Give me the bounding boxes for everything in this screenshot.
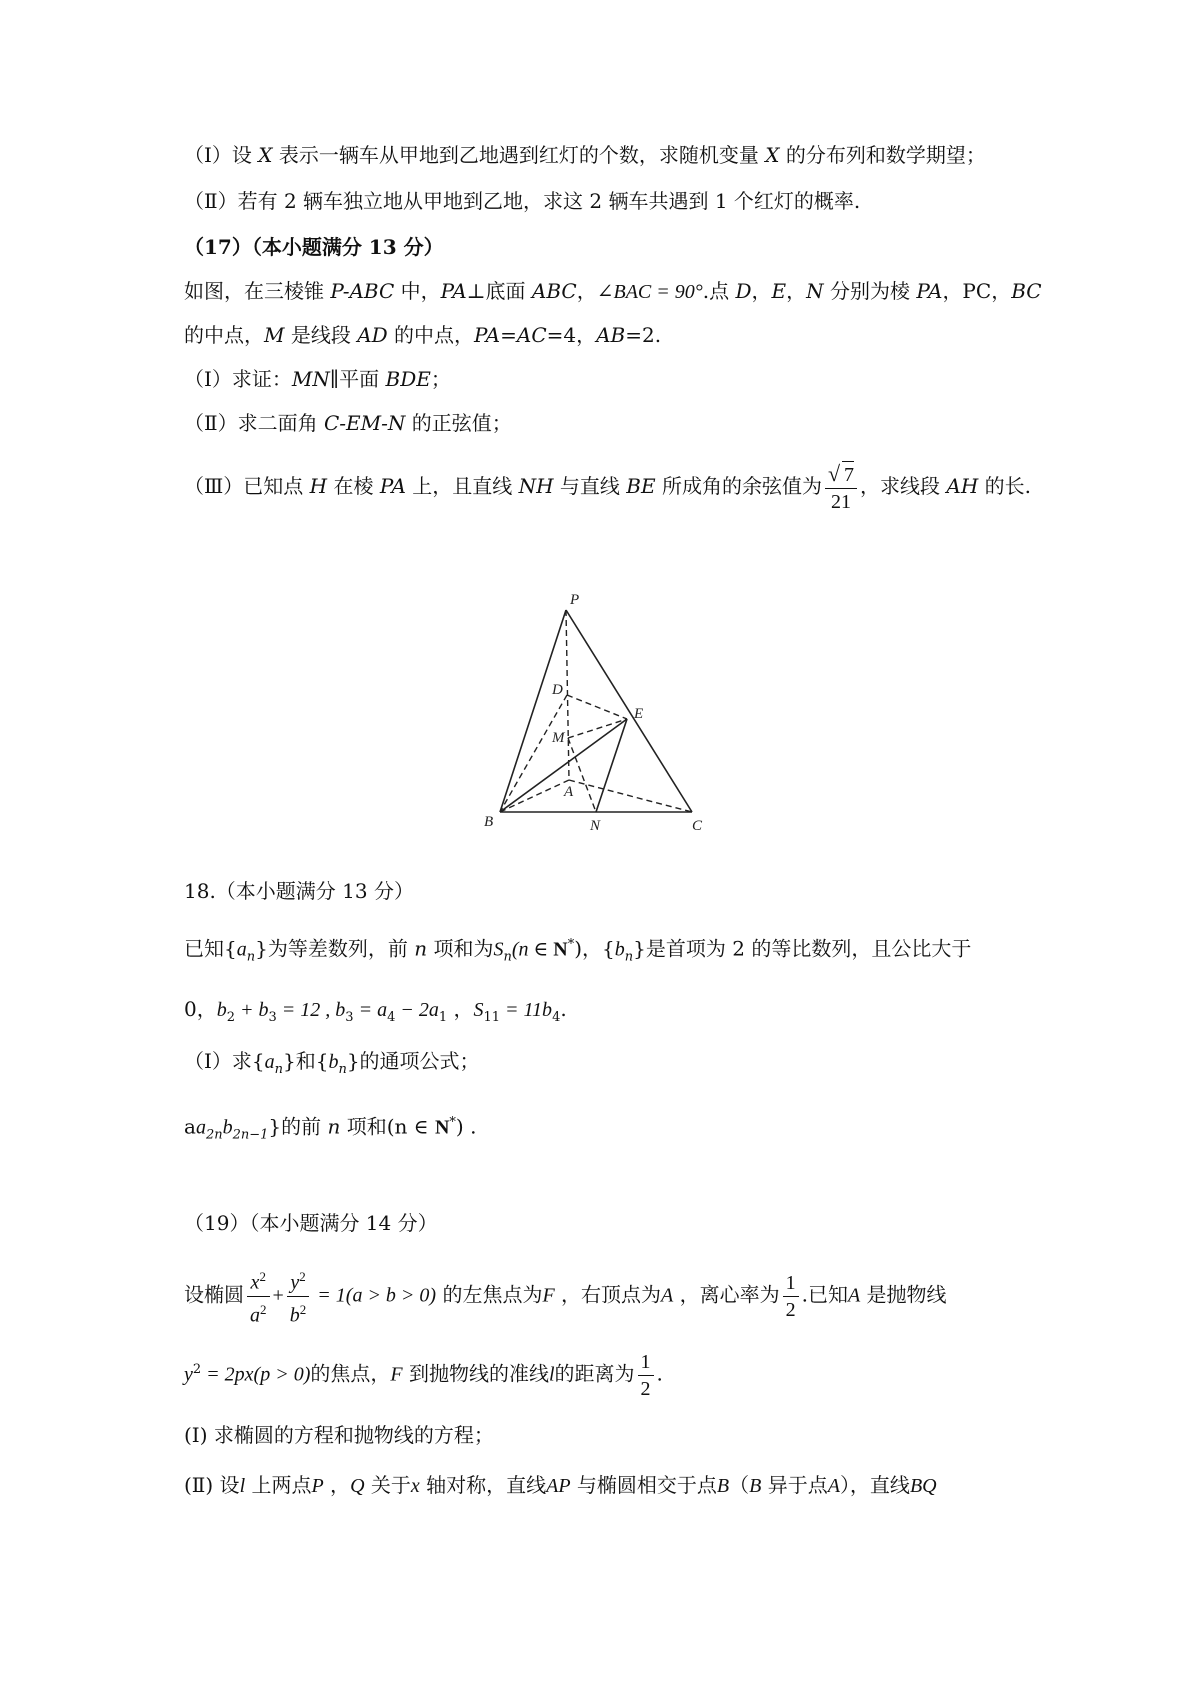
text: 的正弦值； <box>405 411 512 435</box>
label-B: B <box>484 814 494 830</box>
fraction-one-half <box>783 1270 799 1323</box>
var: NH <box>518 474 554 498</box>
edge-EN <box>596 719 627 812</box>
text: }的通项公式； <box>346 1049 480 1073</box>
superscript: 2 <box>299 1301 307 1317</box>
subscript: 3 <box>268 1010 277 1025</box>
text: 轴对称，直线 <box>419 1473 547 1497</box>
text: 与椭圆相交于点 <box>570 1473 717 1497</box>
fraction-sqrt7-over-21 <box>825 461 857 515</box>
text: (Ⅱ) 设 <box>184 1473 240 1497</box>
label-E: E <box>634 706 644 722</box>
text: 的焦点， <box>310 1361 391 1386</box>
subscript: n <box>246 949 256 965</box>
math: = 1(a > b > 0) <box>312 1284 437 1307</box>
label-N: N <box>590 818 601 834</box>
text: 所成角的余弦值为 <box>655 474 822 498</box>
var: n <box>414 936 428 961</box>
var: MN <box>291 367 330 391</box>
edge-PC <box>566 610 692 812</box>
subscript: 2 <box>226 1010 236 1025</box>
var: PA <box>440 279 467 303</box>
text: ， <box>323 1473 351 1497</box>
var: b <box>614 938 625 961</box>
text: ，求线段 <box>860 474 947 498</box>
text: 上，且直线 <box>405 474 519 498</box>
text: 的中点， <box>184 323 264 347</box>
math: S <box>473 999 484 1021</box>
var: b <box>289 1304 300 1327</box>
text: 的分布列和数学期望； <box>779 143 986 167</box>
frac-numerator: 1 <box>783 1270 799 1297</box>
math: (n ∈ <box>511 938 554 961</box>
math: = 12 , b <box>276 999 346 1021</box>
math: + b <box>235 999 269 1021</box>
text: 上两点 <box>245 1473 312 1497</box>
var: b <box>222 1116 233 1139</box>
text: 如图，在三棱锥 <box>184 279 331 303</box>
text: ) . <box>455 1114 477 1139</box>
text: . <box>560 997 567 1021</box>
q17-line2 <box>184 320 661 350</box>
var: y <box>184 1363 193 1386</box>
superscript: 2 <box>192 1362 202 1377</box>
text: )，{ <box>574 936 615 961</box>
text: . <box>656 1361 663 1386</box>
text: ⊥底面 <box>466 279 532 303</box>
q18-line1 <box>184 930 971 973</box>
var: a <box>236 938 247 961</box>
superscript: 2 <box>260 1301 267 1317</box>
label-C: C <box>692 818 703 834</box>
text: =4， <box>546 323 597 347</box>
edge-DE <box>567 695 627 719</box>
text: }的前 <box>268 1114 328 1139</box>
q17-part1 <box>184 364 451 394</box>
text: 关于 <box>364 1473 411 1497</box>
q19-line1 <box>184 1264 947 1328</box>
subscript: 4 <box>552 1010 561 1025</box>
var: BQ <box>909 1475 937 1497</box>
subscript: n <box>503 949 512 965</box>
var: BC <box>1011 279 1042 303</box>
text: 的长. <box>978 474 1031 498</box>
q19-line2 <box>184 1340 663 1405</box>
var: N <box>806 279 824 303</box>
var: AD <box>357 323 388 347</box>
frac-numerator: 7 <box>842 461 854 488</box>
var: Q <box>350 1475 365 1497</box>
text: ； <box>430 367 451 391</box>
edge-PB <box>500 610 566 812</box>
text: }为等差数列，前 <box>255 936 415 961</box>
text: 是线段 <box>284 323 358 347</box>
q16-part1-prefix: （Ⅰ） <box>184 143 232 167</box>
label-A: A <box>564 784 574 800</box>
q16-part1 <box>184 140 986 170</box>
var: b <box>328 1051 339 1073</box>
text: ， <box>447 997 474 1021</box>
var-x: X <box>258 143 273 167</box>
text: 项和为 <box>427 936 494 961</box>
var: l <box>548 1363 555 1386</box>
text: （ <box>729 1473 750 1497</box>
edge-ME <box>568 719 627 738</box>
q18-heading: 18.（本小题满分 13 分） <box>184 879 414 903</box>
fraction-x2-a2 <box>247 1264 270 1328</box>
text: 0， <box>184 997 217 1021</box>
q17-heading: （17）（本小题满分 13 分） <box>184 235 444 259</box>
q18-part2 <box>184 1108 476 1151</box>
var: BE <box>626 474 656 498</box>
var: x <box>410 1475 420 1497</box>
subscript: 4 <box>387 1010 396 1025</box>
edge-DB <box>500 695 567 812</box>
superscript: * <box>449 1115 456 1130</box>
frac-numerator: 1 <box>638 1349 654 1376</box>
set-N: N <box>434 1116 450 1139</box>
text: .点 <box>702 279 736 303</box>
var: x <box>250 1271 260 1294</box>
text: ，PC， <box>942 279 1012 303</box>
text: ，离心率为 <box>673 1282 780 1307</box>
text: 与直线 <box>553 474 627 498</box>
var: a <box>250 1304 260 1327</box>
q19-heading: （19）（本小题满分 14 分） <box>184 1211 438 1235</box>
var: D <box>735 279 752 303</box>
var: ABC <box>531 279 577 303</box>
frac-denominator: 2 <box>640 1377 651 1400</box>
text: （Ⅰ）求证： <box>184 367 292 391</box>
var: BDE <box>385 367 431 391</box>
var: AB <box>596 323 626 347</box>
var: M <box>264 323 285 347</box>
text: ），直线 <box>839 1473 910 1497</box>
var: A <box>847 1284 861 1307</box>
text: ，右顶点为 <box>554 1282 662 1307</box>
math: = a <box>353 999 388 1021</box>
tetrahedron-figure <box>460 590 720 840</box>
q17-part3 <box>184 458 1031 515</box>
var: A <box>827 1475 840 1497</box>
text: 的距离为 <box>554 1361 635 1386</box>
text: }和{ <box>283 1049 329 1073</box>
text: .已知 <box>801 1282 848 1307</box>
text: ， <box>576 279 597 303</box>
edge-AC <box>569 780 692 812</box>
text: 到抛物线的准线 <box>402 1361 549 1386</box>
var-x: X <box>765 143 780 167</box>
sqrt-icon: √ <box>827 460 841 486</box>
var: PA <box>916 279 943 303</box>
superscript: 2 <box>259 1269 266 1284</box>
text: 设 <box>231 143 259 167</box>
set-N: N <box>553 938 568 961</box>
var: F <box>542 1284 555 1307</box>
var: E <box>771 279 787 303</box>
q17-line1 <box>184 276 1042 307</box>
var: n <box>327 1114 341 1139</box>
var: B <box>716 1475 730 1497</box>
var: PA=AC <box>474 323 547 347</box>
text: ， <box>786 279 807 303</box>
var: AP <box>546 1475 571 1497</box>
var: H <box>309 474 328 498</box>
q16-part2: （Ⅱ）若有 2 辆车独立地从甲地到乙地，求这 2 辆车共遇到 1 个红灯的概率. <box>184 189 861 213</box>
text: 设椭圆 <box>184 1282 244 1307</box>
frac-denominator: 2 <box>785 1298 796 1321</box>
fraction-y2-b2 <box>287 1264 310 1328</box>
text: 的中点， <box>387 323 475 347</box>
var: l <box>239 1475 246 1497</box>
math: = 2px(p > 0) <box>201 1363 311 1386</box>
text: 中， <box>394 279 441 303</box>
var: S <box>493 938 504 961</box>
fraction-one-half <box>638 1349 654 1402</box>
math: − 2a <box>395 999 439 1021</box>
var: a <box>264 1051 275 1073</box>
var: a <box>195 1116 206 1139</box>
edge-MN <box>568 738 596 812</box>
subscript: 1 <box>438 1010 448 1025</box>
frac-denominator: 21 <box>830 490 851 513</box>
text: =2. <box>625 323 662 347</box>
angle-expr: ∠BAC = 90° <box>596 281 703 303</box>
label-M: M <box>552 730 565 746</box>
text: 的左焦点为 <box>436 1282 543 1307</box>
superscript: * <box>567 937 575 952</box>
q19-part1: (Ⅰ) 求椭圆的方程和抛物线的方程； <box>184 1423 494 1447</box>
text: （Ⅰ）求{ <box>184 1049 265 1073</box>
text: 项和(n ∈ <box>340 1114 435 1139</box>
var: A <box>661 1284 674 1307</box>
text: 异于点 <box>761 1473 828 1497</box>
var: PA <box>379 474 406 498</box>
text: 在棱 <box>327 474 380 498</box>
q17-part2 <box>184 408 512 438</box>
label-D: D <box>552 682 563 698</box>
subscript: n <box>274 1062 283 1077</box>
var: F <box>390 1363 403 1386</box>
math: = 11b <box>500 999 553 1021</box>
edge-AB <box>500 780 569 812</box>
var: y <box>290 1271 300 1294</box>
text: （Ⅱ）求二面角 <box>184 411 324 435</box>
text: ， <box>751 279 772 303</box>
text: 是抛物线 <box>860 1282 947 1307</box>
q18-part1 <box>184 1046 480 1085</box>
var: C-EM-N <box>323 411 406 435</box>
text: 表示一辆车从甲地到乙地遇到红灯的个数，求随机变量 <box>272 143 766 167</box>
subscript: n <box>338 1062 347 1077</box>
var: AH <box>946 474 979 498</box>
text: 已知{ <box>184 936 237 961</box>
label-P: P <box>570 592 580 608</box>
subscript: n <box>624 949 634 965</box>
text: }是首项为 2 的等比数列，且公比大于 <box>633 936 972 961</box>
subscript: 2n−1 <box>232 1127 269 1143</box>
var: P-ABC <box>330 279 395 303</box>
q19-part2 <box>184 1470 937 1501</box>
subscript: 3 <box>345 1010 354 1025</box>
text: ∥平面 <box>329 367 386 391</box>
text: 分别为棱 <box>823 279 917 303</box>
subscript: 11 <box>483 1010 501 1025</box>
var: B <box>749 1475 762 1497</box>
math: b <box>216 999 227 1021</box>
text: a <box>184 1114 196 1139</box>
text: （Ⅲ）已知点 <box>184 474 310 498</box>
superscript: 2 <box>299 1269 306 1284</box>
var: P <box>311 1475 324 1497</box>
plus: + <box>272 1284 284 1307</box>
q18-line2 <box>184 994 567 1033</box>
subscript: 2n <box>205 1127 223 1143</box>
